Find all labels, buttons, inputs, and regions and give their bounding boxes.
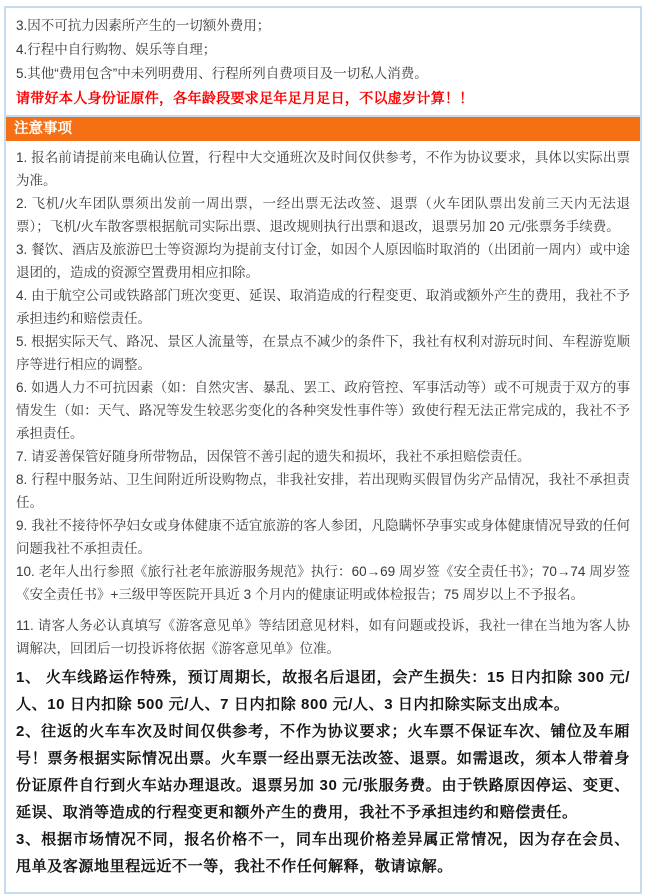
note-item: 10. 老年人出行参照《旅行社老年旅游服务规范》执行：60→69 周岁签《安全责任书》；70→74 周岁签《安全责任书》+三级甲等医院开具近 3 个月内的健康证明或体检报告；75 周岁以上不予报名。 [16,564,630,602]
section-header-bar [6,117,640,141]
note-item: 11. 请客人务必认真填写《游客意见单》等结团意见材料，如有问题或投诉，我社一律在当地为客人协调解决，回团后一切投诉将依据《游客意见单》位准。 [16,618,630,656]
note-item: 4. 由于航空公司或铁路部门班次变更、延误、取消造成的行程变更、取消或额外产生的费用，我社不予承担违约和赔偿责任。 [16,288,630,326]
id-card-warning: 请带好本人身份证原件，各年龄段要求足年足月足日，不以虚岁计算！！ [16,90,474,106]
notes-section [6,141,640,660]
note-item: 7. 请妥善保管好随身所带物品，因保管不善引起的遗失和损坏，我社不承担赔偿责任。 [16,449,531,464]
note-item: 9. 我社不接待怀孕妇女或身体健康不适宜旅游的客人参团，凡隐瞒怀孕事实或身体健康情况导致的任何问题我社不承担责任。 [16,518,630,556]
special-term-item: 3、根据市场情况不同，报名价格不一，同车出现价格差异属正常情况，因为存在会员、甩单及客源地里程远近不一等，我社不作任何解释，敬请谅解。 [16,831,630,875]
special-term-item: 1、 火车线路运作特殊，预订周期长，故报名后退团，会产生损失：15 日内扣除 300 元/人、10 日内扣除 500 元/人、7 日内扣除 800 元/人、3 日内扣除实际支出成本。 [16,669,630,713]
note-item: 1. 报名前请提前来电确认位置，行程中大交通班次及时间仅供参考，不作为协议要求，具体以实际出票为准。 [16,150,630,188]
special-terms-section [6,660,640,892]
note-item: 8. 行程中服务站、卫生间附近所设购物点，非我社安排，若出现购买假冒伪劣产品情况，我社不承担责任。 [16,472,630,510]
section-title: 注意事项 [14,121,72,137]
note-item: 2. 飞机/火车团队票须出发前一周出票，一经出票无法改签、退票（火车团队票出发前三天内无法退票）；飞机/火车散客票根据航司实际出票、退改规则执行出票和退改，退票另加 20 元/张票务手续费。 [16,196,630,234]
note-item: 6. 如遇人力不可抗因素（如：自然灾害、暴乱、罢工、政府管控、军事活动等）或不可规责于双方的事情发生（如：天气、路况等发生较恶劣变化的各种突发性事件等）致使行程无法正常完成的，我社不予承担责任。 [16,380,630,441]
special-term-item: 2、往返的火车车次及时间仅供参考，不作为协议要求；火车票不保证车次、铺位及车厢号！票务根据实际情况出票。火车票一经出票无法改签、退票。如需退改，须本人带着身份证原件自行到火车站办理退改。退票另加 30 元/张服务费。由于铁路原因停运、变更、延误、取消等造成的行程变更和额外产生的费用，我社不予承担违约和赔偿责任。 [16,723,630,821]
notice-document [4,6,642,894]
exclusion-item: 4.行程中自行购物、娱乐等自理； [16,42,217,57]
exclusion-item: 3.因不可抗力因素所产生的一切额外费用； [16,18,271,33]
note-item: 3. 餐饮、酒店及旅游巴士等资源均为提前支付订金，如因个人原因临时取消的（出团前一周内）或中途退团的，造成的资源空置费用相应扣除。 [16,242,630,280]
fee-exclusions-section [6,8,640,117]
exclusion-item: 5.其他“费用包含”中未列明费用、行程所列自费项目及一切私人消费。 [16,66,428,81]
note-item: 5. 根据实际天气、路况、景区人流量等，在景点不减少的条件下，我社有权利对游玩时间、车程游览顺序等进行相应的调整。 [16,334,630,372]
